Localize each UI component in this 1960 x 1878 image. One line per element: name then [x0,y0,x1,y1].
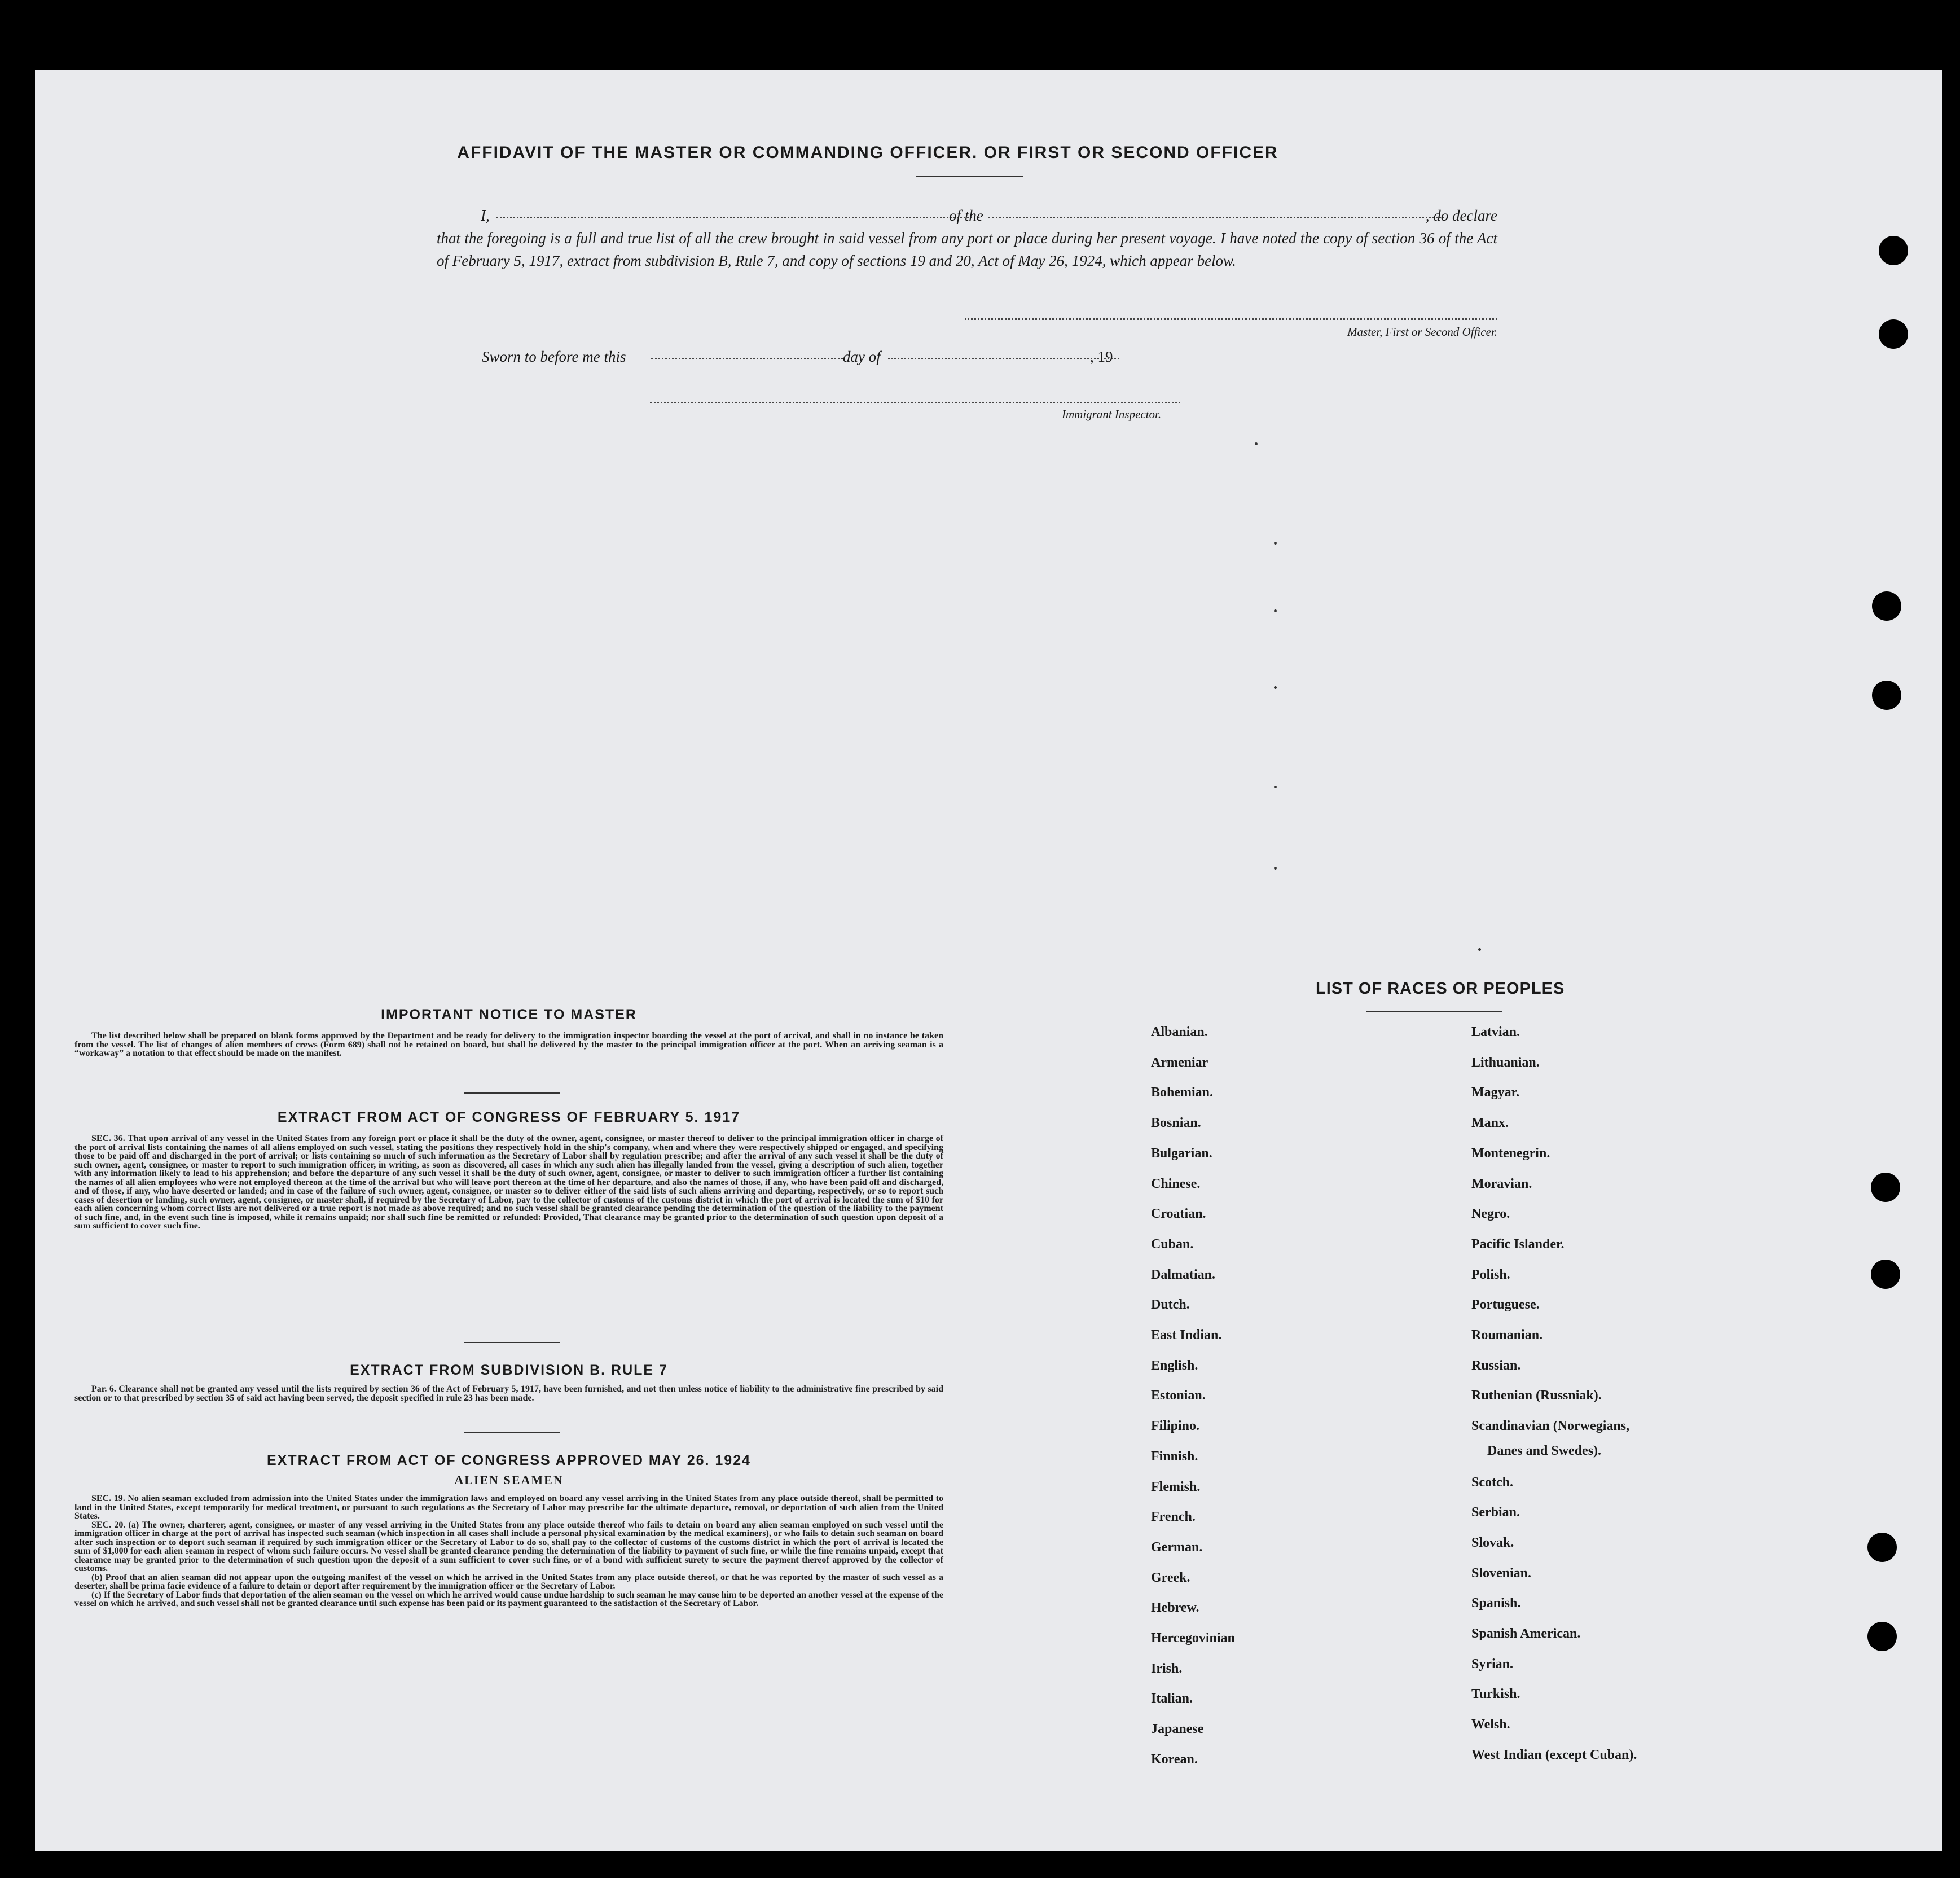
race-item: Slovak. [1471,1535,1514,1550]
binder-hole [1872,681,1901,710]
sworn-label: Sworn to before me this [482,348,626,365]
race-item: Hercegovinian [1151,1631,1235,1646]
race-item: Croatian. [1151,1206,1206,1221]
race-item: East Indian. [1151,1328,1222,1342]
speck [1274,609,1277,612]
notice-title: IMPORTANT NOTICE TO MASTER [381,1007,637,1023]
speck [1274,542,1277,545]
affidavit-declare-label: , do declare [1425,207,1497,224]
race-item: Spanish. [1471,1596,1521,1611]
races-title: LIST OF RACES OR PEOPLES [1316,980,1565,998]
race-item: Irish. [1151,1661,1183,1676]
extract-1917-paragraph: SEC. 36. That upon arrival of any vessel in the United States from any foreign port or place it shall be the duty of the owner, agent, consignee, or master thereof to deliver to the principal immigration officer in charge of the port of arrival lists containing the names of all aliens employed on such vessel, stating the positions they respectively hold in the ship's company, when and where they were respectively shipped or engaged, and specifying those to be paid off and discharged in the port of arrival; or lists containing so much of such information as the Secretary of Labor shall by regulation prescribe; and after the arrival of any such vessel it shall be the duty of such owner, agent, consignee, or master to report to such immigration officer, in writing, as soon as discovered, all cases in which any such alien has illegally landed from the vessel, giving a description of such alien, together with any information likely to lead to his apprehension; and before the departure of any such vessel it shall be the duty of such owner, agent, consignee, or master to deliver to such immigration officer a further list containing the names of all alien employees who were not employed thereon at the time of the arrival but who will leave port thereon at the time of her departure, and also the names of those, if any, who have been paid off and discharged, and of those, if any, who have deserted or landed; and in case of the failure of such owner, agent, consignee, or master so to deliver either of the said lists of such aliens arriving and departing, respectively, or so to report such cases of desertion or landing, such owner, agent, consignee, or master shall, if required by the Secretary of Labor, pay to the collector of customs of the customs district in which the port of arrival is located the sum of $10 for each alien concerning whom correct lists are not delivered or a true report is not made as above required; and no such vessel shall be granted clearance pending the determination of the question of the liability to the payment of such fine, and, in the event such fine is imposed, while it remains unpaid; nor shall such fine be remitted or refunded: Provided, That clearance may be granted prior to the determination of such question upon deposit of a sum sufficient to cover such fine. [74,1134,943,1231]
race-item: Turkish. [1471,1687,1520,1701]
binder-hole [1879,319,1908,349]
race-item: Pacific Islander. [1471,1237,1565,1252]
sec20b-paragraph: (b) Proof that an alien seaman did not appear upon the outgoing manifest of the vessel on which he arrived in the United States from any place outside thereof, or that he was reported by the master of such vessel as a deserter, shall be prima facie evidence of a failure to detain or deport after requirement by the immigration officer or the Secretary of Labor. [74,1572,943,1591]
sec20c-paragraph: (c) If the Secretary of Labor finds that deportation of the alien seaman on the vessel on which he arrived would cause undue hardship to such seaman he may cause him to be deported an another vessel at the expense of the vessel on which he arrived, and such vessel shall not be granted clearance until such expense has been paid or its payment guaranteed to the satisfaction of the Secretary of Labor. [74,1590,943,1608]
race-item: Japanese [1151,1722,1204,1736]
race-item: Filipino. [1151,1419,1200,1433]
race-item: Dalmatian. [1151,1267,1215,1282]
race-item: Welsh. [1471,1717,1510,1732]
binder-hole [1867,1622,1897,1651]
race-item: Lithuanian. [1471,1055,1540,1070]
race-item: Greek. [1151,1570,1190,1585]
race-item: Bulgarian. [1151,1146,1212,1161]
race-item: Magyar. [1471,1085,1520,1100]
race-item: Bosnian. [1151,1116,1201,1130]
extract-1924-title: EXTRACT FROM ACT OF CONGRESS APPROVED MAY 26. 1924 [266,1453,752,1468]
race-item: Ruthenian (Russniak). [1471,1388,1602,1403]
affidavit-title: AFFIDAVIT OF THE MASTER OR COMMANDING OFFICER. OR FIRST OR SECOND OFFICER [457,143,1278,162]
day-of-label: day of [843,348,881,365]
speck [1274,686,1277,689]
race-item: Estonian. [1151,1388,1206,1403]
race-item: Manx. [1471,1116,1509,1130]
race-item: Armeniar [1151,1055,1208,1070]
race-item: Negro. [1471,1206,1510,1221]
race-item: Dutch. [1151,1297,1190,1312]
race-item: Syrian. [1471,1657,1514,1671]
races-divider [1366,1011,1502,1012]
race-item: Scandinavian (Norwegians, [1471,1419,1630,1433]
binder-hole [1879,236,1908,265]
year-label: , 19 [1090,348,1113,365]
binder-hole [1871,1260,1900,1289]
race-item: English. [1151,1358,1198,1373]
affidavit-i-label: I, [481,207,490,224]
rule7-text [74,1385,943,1402]
race-item: Flemish. [1151,1480,1201,1494]
name-blank-line[interactable] [496,217,979,218]
inspector-signature-line[interactable] [650,402,1180,403]
vessel-blank-line[interactable] [988,217,1448,218]
sec19-paragraph: SEC. 19. No alien seaman excluded from admission into the United States under the immigration laws and employed on board any vessel arriving in the United States from any place outside thereof, shall be permitted to land in the United States, except temporarily for medical treatment, or pursuant to such regulations as the Secretary of Labor may prescribe for the ultimate departure, removal, or deportation of such alien from the United States. [74,1494,943,1521]
race-item: French. [1151,1510,1196,1524]
sec20a-paragraph: SEC. 20. (a) The owner, charterer, agent, consignee, or master of any vessel arriving in the United States from any place outside thereof who fails to detain on board any alien seaman employed on such vessel until the immigration officer in charge at the port of arrival has inspected such seaman (which inspection in all cases shall include a personal physical examination by the medical examiners), or who fails to detain such seaman on board after such inspection or to deport such seaman if required by such immigration officer or the Secretary of Labor to do so, shall pay to the collector of customs of the customs district in which the port of arrival is located the sum of $1,000 for each alien seaman in respect of whom such failure occurs. No vessel shall be granted clearance pending the determination of the liability to payment of such fine, or while the fine remains unpaid, except that clearance may be granted prior to the determination of such question upon the deposit of a sum sufficient to cover such fine, or of a bond with sufficient surety to secure the payment thereof approved by the collector of customs. [74,1520,943,1573]
affidavit-of-label: of the [949,207,983,224]
race-item: Portuguese. [1471,1297,1540,1312]
race-item: Chinese. [1151,1177,1201,1191]
binder-hole [1872,591,1901,621]
speck [1274,786,1277,788]
title-divider [916,176,1023,177]
race-item: Montenegrin. [1471,1146,1550,1161]
sworn-month-line[interactable] [888,358,1119,359]
race-item: German. [1151,1540,1203,1555]
speck [1478,948,1481,951]
race-item: Hebrew. [1151,1600,1199,1615]
race-item-continuation: Danes and Swedes). [1487,1443,1602,1458]
speck [1255,442,1258,445]
race-item: West Indian (except Cuban). [1471,1748,1637,1762]
extract-1917-text [74,1134,943,1231]
sworn-day-line[interactable] [651,358,843,359]
inspector-caption: Immigrant Inspector. [1062,407,1162,421]
speck [1274,867,1277,870]
race-item: Cuban. [1151,1237,1194,1252]
extract-1917-divider [464,1342,560,1343]
binder-hole [1867,1533,1897,1562]
alien-seamen-subtitle: ALIEN SEAMEN [454,1473,564,1487]
race-item: Bohemian. [1151,1085,1214,1100]
race-item: Slovenian. [1471,1566,1532,1581]
race-item: Latvian. [1471,1025,1520,1039]
notice-divider [464,1092,560,1094]
race-item: Albanian. [1151,1025,1208,1039]
master-caption: Master, First or Second Officer. [1347,325,1497,339]
race-item: Scotch. [1471,1475,1513,1490]
race-item: Roumanian. [1471,1328,1543,1342]
race-item: Finnish. [1151,1449,1198,1464]
document-page [35,70,1942,1851]
rule7-title: EXTRACT FROM SUBDIVISION B. RULE 7 [350,1362,668,1378]
rule7-paragraph: Par. 6. Clearance shall not be granted any vessel until the lists required by section 36 of the Act of February 5, 1917, have been furnished, and not then unless notice of liability to the administrative fine prescribed by said section or to that prescribed by section 35 of said act having been served, the deposit specified in rule 23 has been made. [74,1384,943,1403]
race-item: Italian. [1151,1691,1193,1706]
rule7-divider [464,1432,560,1433]
race-item: Korean. [1151,1752,1198,1767]
extract-1917-title: EXTRACT FROM ACT OF CONGRESS OF FEBRUARY 5. 1917 [277,1109,741,1125]
race-item: Moravian. [1471,1177,1532,1191]
race-item: Serbian. [1471,1505,1520,1520]
race-item: Russian. [1471,1358,1521,1373]
affidavit-body: that the foregoing is a full and true list of all the crew brought in said vessel from any port or place during her present voyage. I have noted the copy of section 36 of the Act of February 5, 1917, extract from subdivision B, Rule 7, and copy of sections 19 and 20, Act of May 26, 1924, which appear below. [437,230,1497,269]
race-item: Spanish American. [1471,1626,1581,1641]
extract-1924-text [74,1494,943,1608]
binder-hole [1871,1173,1900,1202]
master-signature-line[interactable] [965,318,1497,320]
race-item: Polish. [1471,1267,1510,1282]
notice-paragraph: The list described below shall be prepared on blank forms approved by the Department and be ready for delivery to the immigration inspector boarding the vessel at the port of arrival, and shall in no instance be taken from the vessel. The list of changes of alien members of crews (Form 689) shall not be retained on board, but shall be delivered by the master to the principal immigration officer at the port. When an arriving seaman is a “workaway” a notation to that effect should be made on the manifest. [74,1031,943,1058]
notice-text [74,1032,943,1058]
